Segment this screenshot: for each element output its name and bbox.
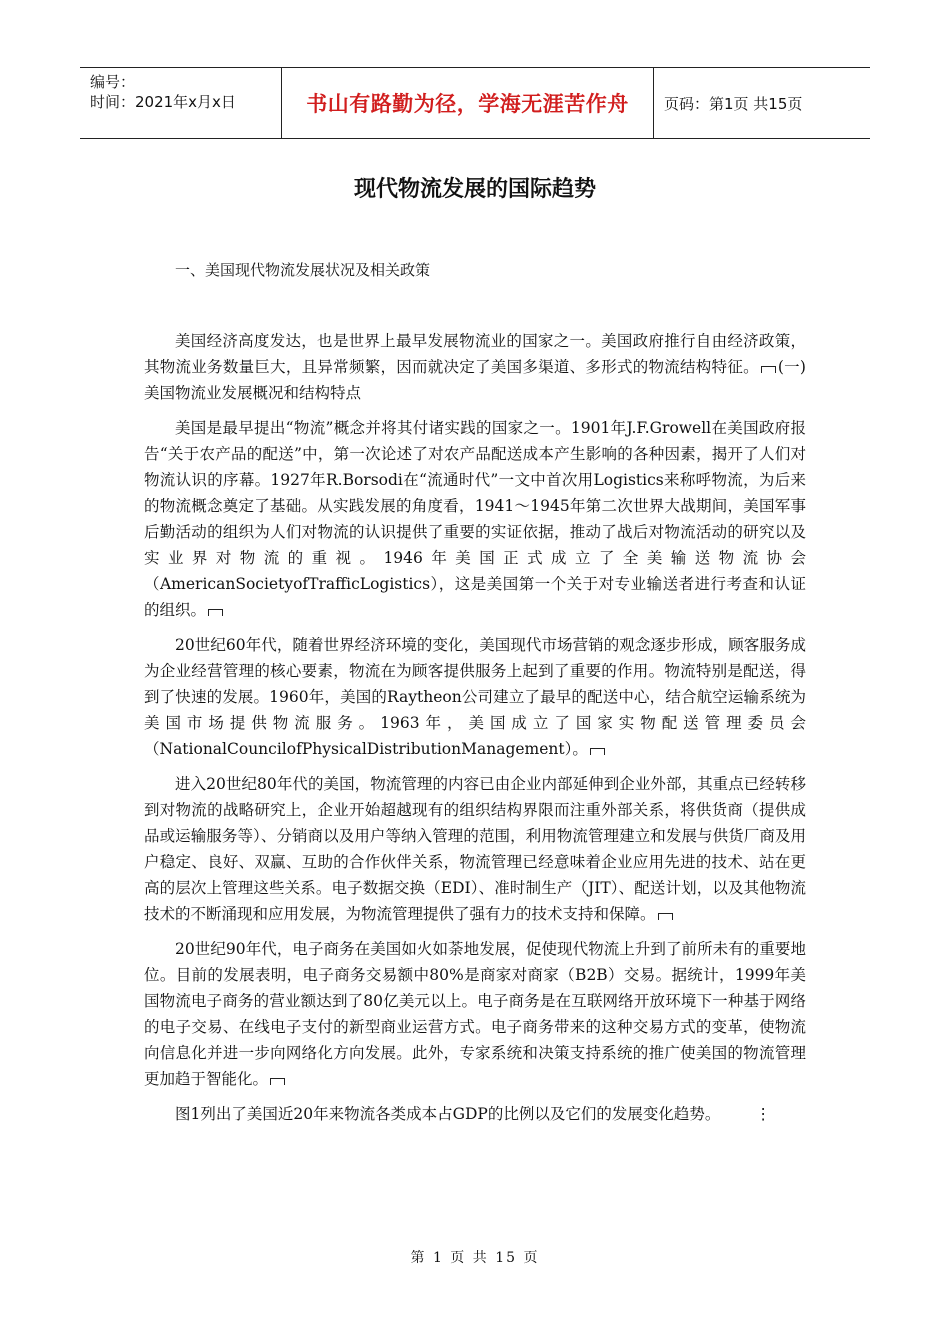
document-title: 现代物流发展的国际趋势 (353, 177, 596, 202)
paragraph-mark-icon (270, 1078, 285, 1085)
paragraph-text: 美国是最早提出“物流”概念并将其付诸实践的国家之一。1901年J.F.Growell在美国政府报告“关于农产品的配送”中，第一次论述了对农产品配送成本产生影响的各种因素，揭开了人们对物流认识的序幕。1927年R.Borsodi在“流通时代”一文中首次用Logistics来称呼物流，为后来的物流概念奠定了基础。从实践发展的角度看，1941～1945年第二次世界大战期间，美国军事后勤活动的组织为人们对物流的认识提供了重要的实证依据，推动了战后对物流活动的研究以及实业界对物流的重视。1946年美国正式成立了全美输送物流协会（AmericanSocietyofTrafficLogistics），这是美国第一个关于对专业输送者进行考查和认证的组织。 (144, 419, 806, 619)
header-table (80, 67, 870, 139)
section-heading: 一、美国现代物流发展状况及相关政策 (175, 261, 431, 279)
paragraph-text: 图1列出了美国近20年来物流各类成本占GDP的比例以及它们的发展变化趋势。 (175, 1105, 721, 1123)
header-motto: 书山有路勤为径，学海无涯苦作舟 (282, 68, 654, 138)
paragraph (144, 771, 806, 927)
time-label: 时间：2021年x月x日 (90, 93, 236, 111)
trailing-dots: ⋮ (755, 1105, 770, 1123)
paragraph (144, 1101, 806, 1127)
paragraph (144, 936, 806, 1092)
header-page-info: 页码：第1页 共15页 (664, 94, 803, 113)
paragraph (144, 632, 806, 762)
document-body (144, 328, 806, 1136)
paragraph-text: 美国经济高度发达，也是世界上最早发展物流业的国家之一。美国政府推行自由经济政策，其物流业务数量巨大，且异常频繁，因而就决定了美国多渠道、多形式的物流结构特征。 (144, 332, 806, 376)
paragraph-text: 进入20世纪80年代的美国，物流管理的内容已由企业内部延伸到企业外部，其重点已经转移到对物流的战略研究上，企业开始超越现有的组织结构界限而注重外部关系，将供货商（提供成品或运输服务等）、分销商以及用户等纳入管理的范围，利用物流管理建立和发展与供货厂商及用户稳定、良好、双赢、互助的合作伙伴关系，物流管理已经意味着企业应用先进的技术、站在更高的层次上管理这些关系。电子数据交换（EDI）、准时制生产（JIT）、配送计划，以及其他物流技术的不断涌现和应用发展，为物流管理提供了强有力的技术支持和保障。 (144, 775, 806, 923)
paragraph-text: 20世纪90年代，电子商务在美国如火如荼地发展，促使现代物流上升到了前所未有的重要地位。目前的发展表明，电子商务交易额中80%是商家对商家（B2B）交易。据统计，1999年美国物流电子商务的营业额达到了80亿美元以上。电子商务是在互联网络开放环境下一种基于网络的电子交易、在线电子支付的新型商业运营方式。电子商务带来的这种交易方式的变革，使物流向信息化并进一步向网络化方向发展。此外，专家系统和决策支持系统的推广使美国的物流管理更加趋于智能化。 (144, 940, 806, 1088)
paragraph (144, 415, 806, 623)
header-meta (80, 68, 282, 138)
inline-subheading: (一)美国物流业发展概况和结构特点 (144, 358, 806, 402)
paragraph-text: 20世纪60年代，随着世界经济环境的变化，美国现代市场营销的观念逐步形成，顾客服务成为企业经营管理的核心要素，物流在为顾客提供服务上起到了重要的作用。物流特别是配送，得到了快速的发展。1960年，美国的Raytheon公司建立了最早的配送中心，结合航空运输系统为美国市场提供物流服务。1963年，美国成立了国家实物配送管理委员会（NationalCouncilofPhysicalDistributionManagement）。 (144, 636, 806, 758)
paragraph-mark-icon (658, 913, 673, 920)
paragraph-mark-icon (761, 366, 776, 373)
paragraph-mark-icon (590, 748, 605, 755)
paragraph-mark-icon (208, 609, 223, 616)
paragraph (144, 328, 806, 406)
number-label: 编号： (90, 73, 136, 91)
page-footer: 第 1 页 共 15 页 (410, 1250, 540, 1266)
